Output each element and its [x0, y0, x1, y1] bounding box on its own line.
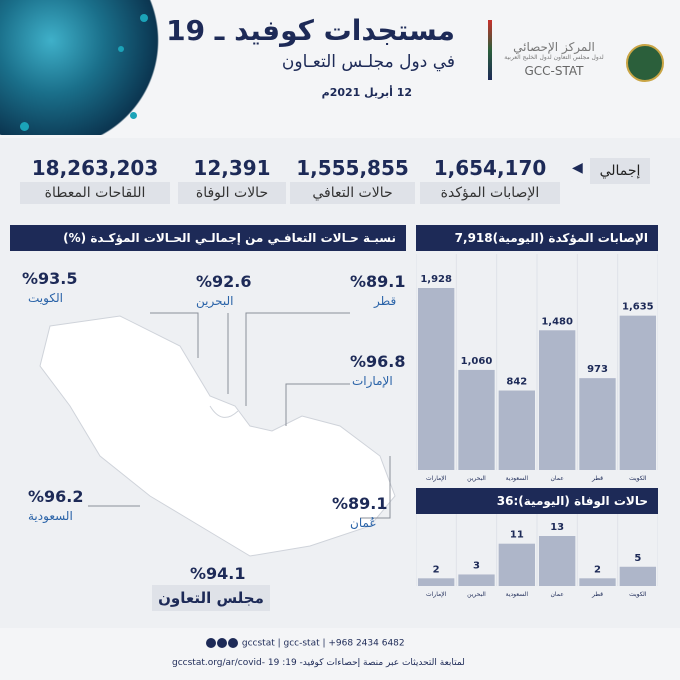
arabian-peninsula-shape [40, 316, 395, 556]
arrow-left-icon: ◀ [572, 160, 583, 176]
deaths-bar-label-4: 2 [594, 564, 601, 576]
deaths-chart [416, 514, 658, 598]
total-label-vaccines: اللقاحات المعطاة [20, 182, 170, 204]
deaths-category-0: الإمارات [425, 591, 447, 598]
oman-value: %89.1 [332, 494, 388, 513]
page-title: مستجدات كوفيد ـ 19 [166, 14, 455, 47]
total-value-vaccines: 18,263,203 [31, 156, 159, 180]
total-value-recovered: 1,555,855 [296, 156, 409, 180]
confirmed-bar-0 [418, 288, 454, 470]
confirmed-bar-4 [579, 378, 615, 470]
deaths-bar-label-5: 5 [634, 552, 642, 564]
page-subtitle: في دول مجلـس التعـاون [281, 52, 455, 72]
kuwait-value: %93.5 [22, 269, 78, 288]
deaths-category-3: عمان [550, 591, 564, 598]
confirmed-bar-2 [499, 391, 535, 470]
hero-illustration [0, 0, 170, 135]
deaths-category-4: قطر [591, 591, 604, 598]
deaths-chart-title: حالات الوفاة (اليومية):36 [416, 488, 658, 514]
org-name: المركز الإحصائي [513, 40, 595, 54]
footer-band [0, 628, 680, 680]
kuwait-name: الكويت [28, 291, 63, 305]
confirmed-bar-1 [458, 370, 494, 470]
confirmed-cases-chart [416, 254, 658, 482]
logo-mark [488, 20, 492, 80]
confirmed-category-5: الكويت [629, 475, 647, 482]
deaths-bar-label-0: 2 [432, 564, 440, 576]
confirmed-category-2: السعودية [505, 475, 529, 482]
confirmed-category-1: البحرين [467, 475, 486, 482]
footer-contacts [206, 638, 405, 649]
uae-name: الإمارات [352, 374, 393, 388]
deaths-category-1: البحرين [467, 591, 486, 598]
recovery-panel-title: نسبـة حـالات التعافـي من إجمالـي الحـالات المؤكـدة (%) [10, 225, 406, 251]
twitter-icon[interactable] [217, 638, 227, 648]
deaths-category-5: الكويت [629, 591, 647, 598]
facebook-icon[interactable] [206, 638, 216, 648]
org-subtitle: لدول مجلس التعاون لدول الخليج العربية [504, 54, 604, 61]
deaths-category-2: السعودية [505, 591, 529, 598]
totals-row [0, 148, 680, 210]
confirmed-bar-label-2: 842 [506, 376, 528, 388]
gcc-seal-icon [626, 44, 664, 82]
gcc-map [10, 256, 406, 616]
deaths-bar-1 [458, 574, 494, 586]
org-name-en: GCC-STAT [524, 64, 584, 78]
deaths-bar-0 [418, 578, 454, 586]
qatar-name: قطر [374, 294, 397, 308]
confirmed-bar-5 [620, 316, 656, 470]
confirmed-bar-label-1: 1,060 [460, 355, 493, 367]
total-value-confirmed: 1,654,170 [433, 156, 547, 180]
leader-line-qatar [246, 313, 350, 406]
bahrain-name: البحرين [196, 294, 234, 308]
qatar-value: %89.1 [350, 272, 406, 291]
total-label-recovered: حالات التعافي [290, 182, 415, 204]
gcc-value: %94.1 [190, 564, 246, 583]
deaths-bar-5 [620, 567, 656, 586]
confirmed-category-4: قطر [591, 475, 604, 482]
gcc-label: مجلس التعاون [152, 585, 270, 611]
instagram-icon[interactable] [228, 638, 238, 648]
footer-contact-text: gccstat | gcc-stat | +968 2434 6482 [241, 638, 405, 649]
deaths-bar-3 [539, 536, 575, 586]
report-date: 12 أبريل 2021م [321, 86, 412, 99]
bahrain-value: %92.6 [196, 272, 252, 291]
confirmed-bar-3 [539, 330, 575, 470]
totals-label: إجمالي [590, 158, 650, 184]
confirmed-category-3: عمان [550, 475, 564, 482]
oman-name: عُمان [350, 516, 377, 530]
deaths-bar-label-1: 3 [473, 560, 480, 572]
deaths-bar-2 [499, 544, 535, 586]
uae-value: %96.8 [350, 352, 406, 371]
deaths-bar-4 [579, 578, 615, 586]
total-value-deaths: 12,391 [193, 156, 271, 180]
footer-link[interactable]: لمتابعة التحديثات عبر منصة إحصاءات كوفيد- 19: gccstat.org/ar/covid- 19 [172, 658, 465, 668]
ksa-value: %96.2 [28, 487, 84, 506]
total-label-deaths: حالات الوفاة [178, 182, 286, 204]
ksa-name: السعودية [28, 509, 73, 523]
confirmed-bar-label-3: 1,480 [541, 316, 573, 328]
total-label-confirmed: الإصابات المؤكدة [420, 182, 560, 204]
deaths-bar-label-2: 11 [509, 529, 524, 541]
confirmed-chart-title: الإصابات المؤكدة (اليومية)7,918 [416, 225, 658, 251]
confirmed-bar-label-0: 1,928 [420, 274, 452, 285]
deaths-bar-label-3: 13 [550, 522, 565, 533]
confirmed-category-0: الإمارات [425, 475, 447, 482]
confirmed-bar-label-4: 973 [587, 364, 608, 376]
confirmed-bar-label-5: 1,635 [622, 301, 654, 313]
